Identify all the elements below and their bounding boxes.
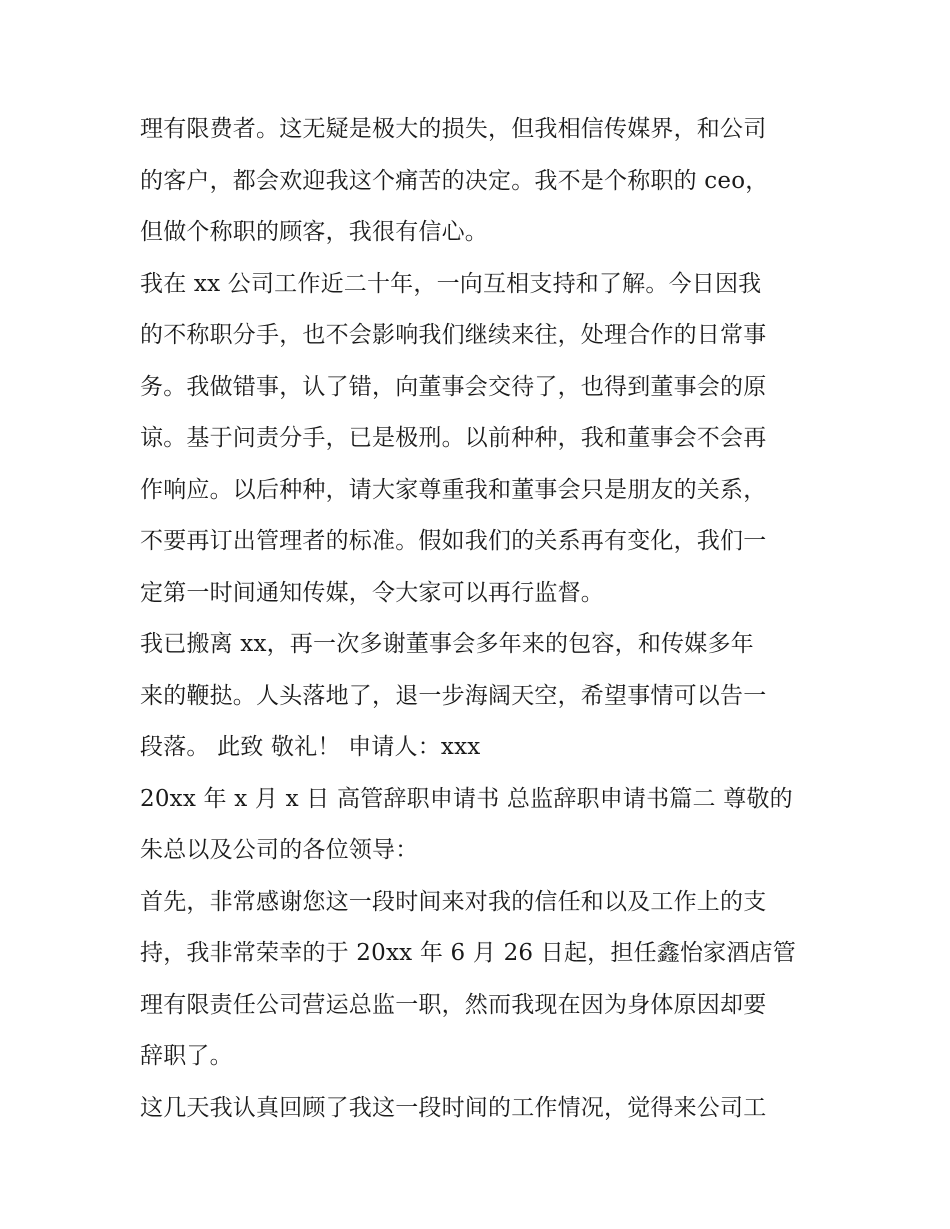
text-line: 我在 xx 公司工作近二十年，一向互相支持和了解。今日因我	[140, 270, 762, 297]
text-line: 务。我做错事，认了错，向董事会交待了，也得到董事会的原	[140, 373, 767, 400]
text-line: 不要再订出管理者的标准。假如我们的关系再有变化，我们一	[140, 528, 767, 554]
text-line: 这几天我认真回顾了我这一段时间的工作情况，觉得来公司工	[140, 1094, 767, 1121]
text-line: 辞职了。	[140, 1043, 233, 1069]
document-body	[140, 104, 820, 1134]
text-line: 理有限费者。这无疑是极大的损失，但我相信传媒界，和公司	[140, 116, 767, 142]
text-line: 的不称职分手，也不会影响我们继续来往，处理合作的日常事	[140, 322, 767, 348]
text-line: 谅。基于问责分手，已是极刑。以前种种，我和董事会不会再	[140, 425, 767, 451]
text-line: 作响应。以后种种，请大家尊重我和董事会只是朋友的关系，	[140, 476, 767, 503]
text-line: 首先，非常感谢您这一段时间来对我的信任和以及工作上的支	[140, 888, 767, 915]
text-line: 段落。 此致 敬礼！ 申请人：xxx	[140, 734, 481, 760]
text-line: 持，我非常荣幸的于 20xx 年 6 月 26 日起，担任鑫怡家酒店管	[140, 940, 796, 966]
text-line: 但做个称职的顾客，我很有信心。	[140, 219, 488, 245]
text-line: 朱总以及公司的各位领导：	[140, 837, 419, 863]
text-line: 定第一时间通知传媒，令大家可以再行监督。	[140, 579, 604, 606]
text-line: 的客户，都会欢迎我这个痛苦的决定。我不是个称职的 ceo，	[140, 167, 769, 194]
text-line: 来的鞭挞。人头落地了，退一步海阔天空，希望事情可以告一	[140, 682, 767, 709]
text-line: 20xx 年 x 月 x 日 高管辞职申请书 总监辞职申请书篇二 尊敬的	[140, 785, 793, 812]
text-line: 理有限责任公司营运总监一职，然而我现在因为身体原因却要	[140, 991, 767, 1018]
text-line: 我已搬离 xx，再一次多谢董事会多年来的包容，和传媒多年	[140, 631, 754, 657]
